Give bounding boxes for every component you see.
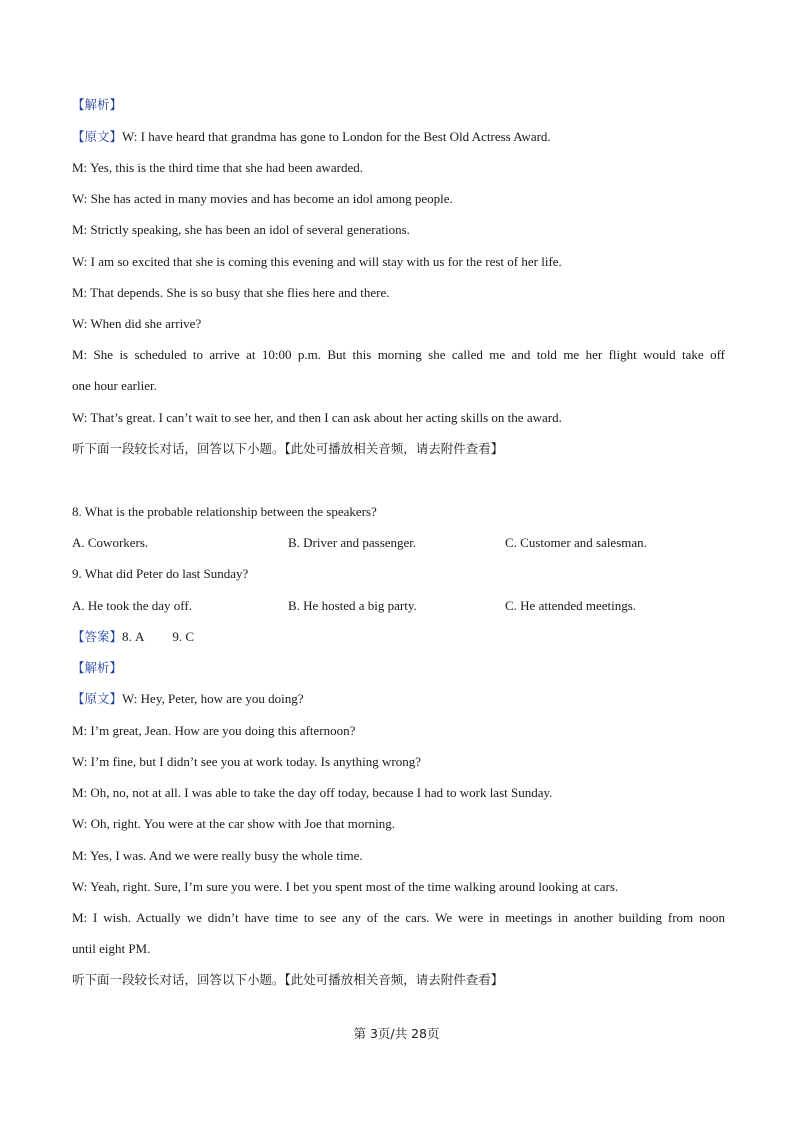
transcript-line: M: Yes, I was. And we were really busy the whole time. bbox=[72, 848, 363, 863]
option-b: B. Driver and passenger. bbox=[288, 535, 417, 550]
transcript-line: W: Yeah, right. Sure, I’m sure you were. I bet you spent most of the time walking around looking at cars. bbox=[72, 879, 619, 894]
transcript-text: W: Hey, Peter, how are you doing? bbox=[122, 691, 304, 706]
listening-instruction: 听下面一段较长对话，回答以下小题。【此处可播放相关音频，请去附件查看】 bbox=[72, 441, 504, 456]
question-8: 8. What is the probable relationship between the speakers? bbox=[72, 504, 377, 519]
transcript-label: 【原文】 bbox=[72, 691, 123, 706]
transcript-line bbox=[72, 128, 725, 146]
transcript-line: M: That depends. She is so busy that she flies here and there. bbox=[72, 285, 390, 300]
transcript-line: M: Yes, this is the third time that she had been awarded. bbox=[72, 160, 364, 175]
transcript-text: W: I have heard that grandma has gone to London for the Best Old Actress Award. bbox=[122, 129, 551, 144]
answer-9: 9. C bbox=[172, 629, 195, 644]
transcript-line: W: Oh, right. You were at the car show with Joe that morning. bbox=[72, 816, 396, 831]
transcript-line: W: When did she arrive? bbox=[72, 316, 202, 331]
question-9: 9. What did Peter do last Sunday? bbox=[72, 566, 249, 581]
option-b: B. He hosted a big party. bbox=[288, 598, 417, 613]
transcript-line: M: I’m great, Jean. How are you doing this afternoon? bbox=[72, 723, 356, 738]
analysis-heading bbox=[72, 659, 725, 677]
option-c: C. Customer and salesman. bbox=[505, 535, 647, 550]
answer-8: 8. A bbox=[122, 629, 145, 644]
transcript-line: W: I am so excited that she is coming this evening and will stay with us for the rest of her life. bbox=[72, 254, 562, 269]
transcript-label: 【原文】 bbox=[72, 129, 123, 144]
question-8-options bbox=[72, 534, 732, 552]
transcript-line: M: Oh, no, not at all. I was able to take the day off today, because I had to work last Sunday. bbox=[72, 785, 553, 800]
analysis-heading bbox=[72, 96, 725, 114]
answer-label: 【答案】 bbox=[72, 629, 123, 644]
analysis-label: 【解析】 bbox=[72, 97, 123, 112]
option-a: A. Coworkers. bbox=[72, 535, 149, 550]
listening-instruction: 听下面一段较长对话，回答以下小题。【此处可播放相关音频，请去附件查看】 bbox=[72, 972, 504, 987]
analysis-label: 【解析】 bbox=[72, 660, 123, 675]
answer-line bbox=[72, 628, 725, 646]
transcript-line: M: I wish. Actually we didn’t have time to see any of the cars. We were in meetings in another building from noon bbox=[72, 910, 725, 925]
option-c: C. He attended meetings. bbox=[505, 598, 637, 613]
transcript-line: one hour earlier. bbox=[72, 378, 157, 393]
transcript-line: W: That’s great. I can’t wait to see her, and then I can ask about her acting skills on the award. bbox=[72, 410, 562, 425]
option-a: A. He took the day off. bbox=[72, 598, 192, 613]
question-9-options bbox=[72, 597, 732, 615]
transcript-line: until eight PM. bbox=[72, 941, 151, 956]
transcript-line: W: She has acted in many movies and has become an idol among people. bbox=[72, 191, 453, 206]
transcript-line bbox=[72, 690, 725, 708]
transcript-line: M: Strictly speaking, she has been an idol of several generations. bbox=[72, 222, 410, 237]
page-number: 第 3页/共 28页 bbox=[353, 1026, 440, 1041]
transcript-line: W: I’m fine, but I didn’t see you at work today. Is anything wrong? bbox=[72, 754, 421, 769]
transcript-line: M: She is scheduled to arrive at 10:00 p.m. But this morning she called me and told me her flight would take off bbox=[72, 347, 725, 362]
